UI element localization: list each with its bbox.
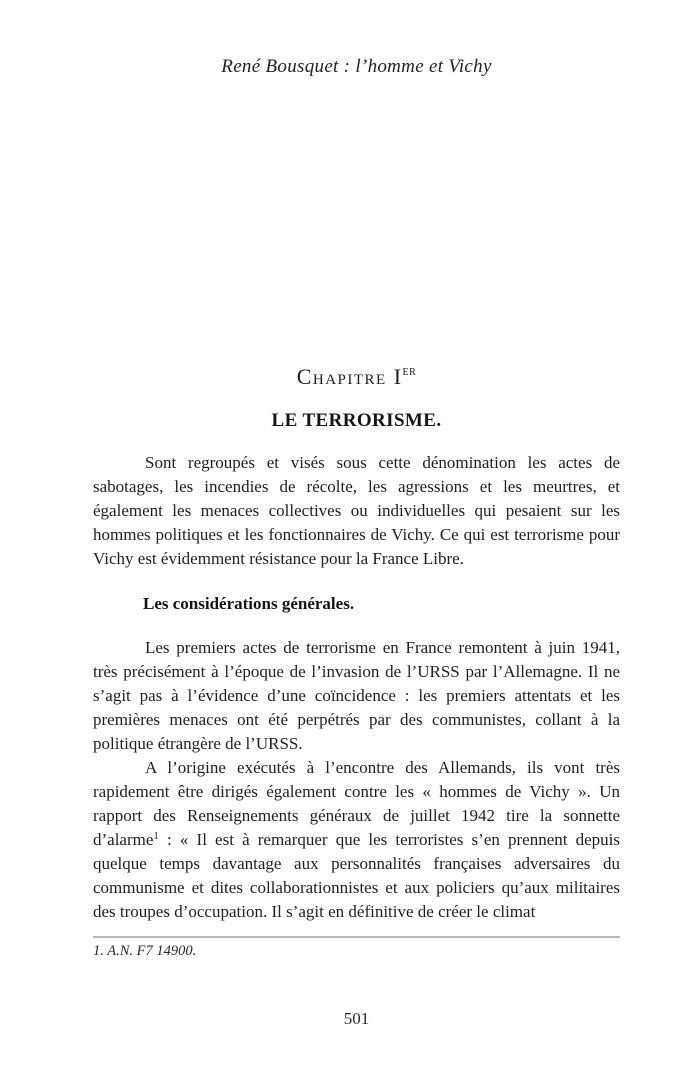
- running-header: René Bousquet : l’homme et Vichy: [221, 56, 492, 77]
- footnote: 1. A.N. F7 14900.: [93, 943, 197, 959]
- footnote-divider: [93, 936, 620, 938]
- chapter-number: [93, 364, 620, 390]
- chapter-title: LE TERRORISME.: [271, 410, 442, 431]
- page-number: 501: [343, 1009, 370, 1028]
- footnote-area: [93, 936, 620, 960]
- paragraph-origins-quote: : « Il est à remarquer que les terroristes s’en prennent depuis quelque temps davantage aux personnalités françaises adversaires du communisme et dites collaborationnistes et aux policiers qu’aux militaires des troupes d’occupation. Il s’agit en définitive de créer le climat: [93, 830, 620, 921]
- footnote-reference-marker: 1: [153, 830, 159, 842]
- body-text: [93, 451, 620, 924]
- section-heading: Les considérations générales.: [143, 594, 355, 613]
- chapter-number-text: Chapitre I: [296, 364, 403, 389]
- paragraph-considerations: Les premiers actes de terrorisme en France remontent à juin 1941, très précisément à l’époque de l’invasion de l’URSS par l’Allemagne. Il ne s’agit pas à l’évidence d’une coïncidence : les premiers attentats et les premières menaces ont été perpétrés par des communistes, collant à la politique étrangère de l’URSS.: [93, 638, 620, 753]
- chapter-number-ordinal: ER: [402, 366, 417, 378]
- paragraph-origins-text: A l’origine exécutés à l’encontre des Allemands, ils vont très rapidement être dirigés également contre les « hommes de Vichy ». Un rapport des Renseignements généraux de juillet 1942 tire la sonnette d’alarme: [93, 758, 620, 849]
- paragraph-intro: Sont regroupés et visés sous cette dénomination les actes de sabotages, les incendies de récolte, les agressions et les meurtres, et également les menaces collectives ou individuelles qui pesaient sur les hommes politiques et les fonctionnaires de Vichy. Ce qui est terrorisme pour Vichy est évidemment résistance pour la France Libre.: [93, 453, 620, 568]
- paragraph-origins: [93, 756, 620, 924]
